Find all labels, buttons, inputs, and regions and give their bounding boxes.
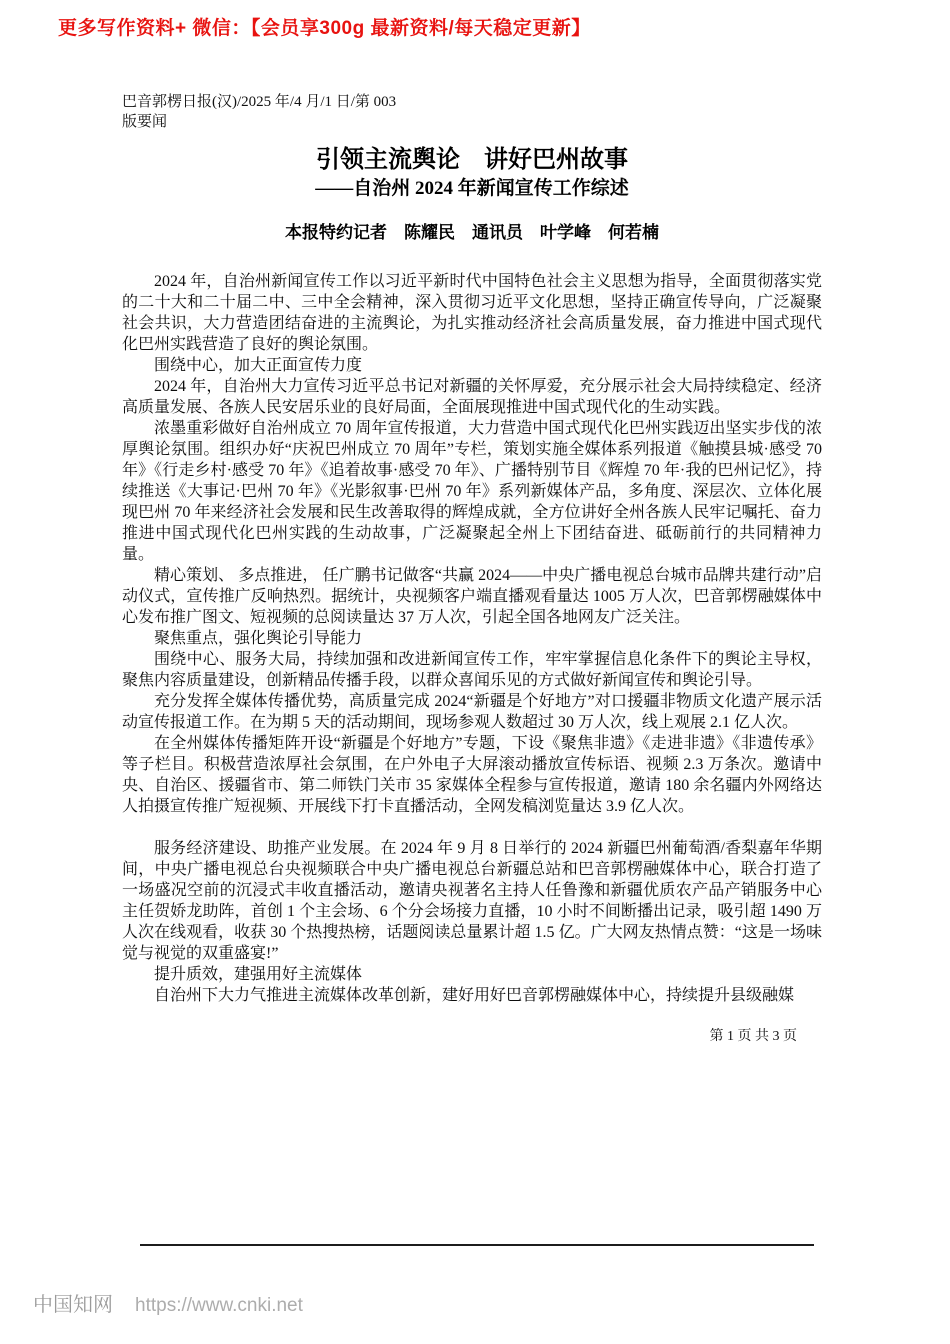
article-paragraph: 精心策划、 多点推进， 任广鹏书记做客“共赢 2024——中央广播电视总台城市品牌共建行动”启动仪式，宣传推广反响热烈。据统计，央视频客户端直播观看量达 1005 万人次，巴音郭楞融媒体中心发布推广图文、短视频的总阅读量达 37 万人次，引起全国各地网友广泛关注。 bbox=[122, 567, 822, 626]
article-title: 引领主流舆论 讲好巴州故事 bbox=[316, 147, 628, 173]
article-paragraph: 2024 年，自治州大力宣传习近平总书记对新疆的关怀厚爱，充分展示社会大局持续稳定、经济高质量发展、各族人民安居乐业的良好局面，全面展现推进中国式现代化的生动实践。 bbox=[122, 378, 822, 416]
article-paragraph: 聚焦重点，强化舆论引导能力 bbox=[154, 630, 363, 647]
masthead bbox=[122, 92, 822, 132]
cnki-watermark bbox=[33, 1288, 303, 1317]
bottom-divider bbox=[140, 1244, 814, 1246]
article-content bbox=[122, 92, 822, 1045]
page-number: 第 1 页 共 3 页 bbox=[709, 1029, 797, 1044]
article-paragraph: 自治州下大力气推进主流媒体改革创新，建好用好巴音郭楞融媒体中心，持续提升县级融媒 bbox=[154, 987, 795, 1004]
article-paragraph: 围绕中心，加大正面宣传力度 bbox=[154, 357, 363, 374]
article-body bbox=[122, 271, 822, 1006]
masthead-section-line: 版要闻 bbox=[122, 114, 168, 130]
cnki-url: https://www.cnki.net bbox=[135, 1295, 303, 1316]
article-paragraph: 围绕中心、服务大局，持续加强和改进新闻宣传工作，牢牢掌握信息化条件下的舆论主导权，聚焦内容质量建设，创新精品传播手段，以群众喜闻乐见的方式做好新闻宣传和舆论引导。 bbox=[122, 651, 822, 689]
article-paragraph: 提升质效，建强用好主流媒体 bbox=[154, 966, 363, 983]
article-paragraph: 充分发挥全媒体传播优势，高质量完成 2024“新疆是个好地方”对口援疆非物质文化遗产展示活动宣传报道工作。在为期 5 天的活动期间，现场参观人数超过 30 万人次，线上观展 2.1 亿人次。 bbox=[122, 693, 822, 731]
article-paragraph: 浓墨重彩做好自治州成立 70 周年宣传报道，大力营造中国式现代化巴州实践迈出坚实步伐的浓厚舆论氛围。组织办好“庆祝巴州成立 70 周年”专栏，策划实施全媒体系列报道《触摸县城·感受 70 年》《行走乡村·感受 70 年》《追着故事·感受 70 年》、广播特别节目《辉煌 70 年·我的巴州记忆》，持续推送《大事记·巴州 70 年》《光影叙事·巴州 70 年》系列新媒体产品，多角度、深层次、立体化展现巴州 70 年来经济社会发展和民生改善取得的辉煌成就，全方位讲好全州各族人民牢记嘱托、奋力推进中国式现代化巴州实践的生动故事，广泛凝聚起全州上下团结奋进、砥砺前行的共同精神力量。 bbox=[122, 420, 822, 563]
article-byline: 本报特约记者 陈耀民 通讯员 叶学峰 何若楠 bbox=[285, 223, 659, 242]
article-paragraph: 在全州媒体传播矩阵开设“新疆是个好地方”专题，下设《聚焦非遗》《走进非遗》《非遗传承》等子栏目。积极营造浓厚社会氛围，在户外电子大屏滚动播放宣传标语、视频 2.3 万条次。邀请中央、自治区、援疆省市、第二师铁门关市 35 家媒体全程参与宣传报道，邀请 180 余名疆内外网络达人拍摄宣传推广短视频、开展线下打卡直播活动，全网发稿浏览量达 3.9 亿人次。 bbox=[122, 735, 822, 815]
article-paragraph: 2024 年，自治州新闻宣传工作以习近平新时代中国特色社会主义思想为指导，全面贯彻落实党的二十大和二十届二中、三中全会精神，深入贯彻习近平文化思想，坚持正确宣传导向，广泛凝聚社会共识，大力营造团结奋进的主流舆论，为扎实推动经济社会高质量发展，奋力推进中国式现代化巴州实践营造了良好的舆论氛围。 bbox=[122, 273, 822, 353]
article-paragraph: 服务经济建设、助推产业发展。在 2024 年 9 月 8 日举行的 2024 新疆巴州葡萄酒/香梨嘉年华期间，中央广播电视总台央视频联合中央广播电视总台新疆总站和巴音郭楞融媒体中心，联合打造了一场盛况空前的沉浸式丰收直播活动，邀请央视著名主持人任鲁豫和新疆优质农产品产销服务中心主任贺娇龙助阵，首创 1 个主会场、6 个分会场接力直播，10 小时不间断播出记录，吸引超 1490 万人次在线观看，收获 30 个热搜热榜，话题阅读总量累计超 1.5 亿。广大网友热情点赞：“这是一场味觉与视觉的双重盛宴!” bbox=[122, 840, 822, 962]
promo-banner: 更多写作资料+ 微信：【会员享300g 最新资料/每天稳定更新】 bbox=[58, 18, 591, 39]
article-subtitle: ——自治州 2024 年新闻宣传工作综述 bbox=[315, 178, 629, 199]
masthead-source-line: 巴音郭楞日报(汉)/2025 年/4 月/1 日/第 003 bbox=[122, 94, 397, 110]
cnki-logo: 中国知网 bbox=[33, 1294, 113, 1316]
